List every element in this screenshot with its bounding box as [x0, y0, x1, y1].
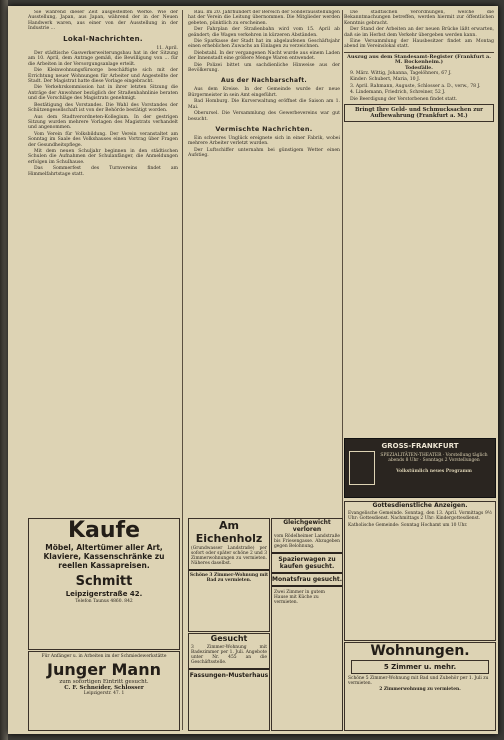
ad-address: Leipzigerstraße 42.: [65, 590, 143, 598]
ad-title: Am Eichenholz: [195, 519, 263, 545]
divider: [272, 585, 342, 587]
ad-footer: Katholische Gemeinde: Sonntag Hochamt um 10 Uhr.: [348, 523, 468, 528]
ad-wohnung-gesucht: [188, 633, 270, 731]
article-paragraph: Der Stand der Arbeiten an der neuen Brücke läßt erwarten, daß sie im Herbst dem Verkehr übergeben werden kann.: [344, 27, 494, 38]
column-divider: [182, 10, 183, 730]
register-entry: Die Beerdigung der Verstorbenen findet statt.: [350, 96, 458, 102]
theater-advertisement: [344, 438, 496, 498]
article-paragraph: Die städtischen Verordnungen, welche die Bekanntmachungen betreffen, werden hiermit zur öffentlichen Kenntnis gebracht.: [344, 10, 494, 26]
ad-gottesdienst: [344, 501, 496, 641]
divider: [344, 52, 494, 53]
divider: [272, 572, 342, 574]
register-entry: 9. März. Wittig, Johanna, Tagelöhners, 67 J.: [350, 71, 452, 77]
column-2: [188, 10, 340, 510]
register-title: Auszug aus dem Standesamt-Register (Frankfurt a. M. Bockenheim.): [346, 53, 492, 66]
article-paragraph: Rau. Im 20. Jahrhundert der Bereich der Sonderausstellungen hat der Verein die Leitung übernommen. Die Mitglieder werden gebeten, pünktlich zu erscheinen.: [188, 10, 340, 26]
ad-body: (Grundwasser Landstraße) per sofort oder später schöne 2 und 3 Zimmerwohnungen zu vermieten. Näheres daselbst.: [191, 546, 267, 566]
article-paragraph: Bestätigung des Vorstandes. Die Wahl des Vorstandes der Schützengesellschaft ist von der Behörde bestätigt worden.: [28, 102, 178, 114]
article-paragraph: Die Polizei bittet um sachdienliche Hinweise aus der Bevölkerung.: [188, 62, 340, 74]
ad-address: Leipzigerstr. 47. 1: [83, 691, 125, 696]
article-paragraph: Die Kleinwohnungsfürsorge beschäftigte sich mit der Errichtung neuer Wohnungen für Arbeiter und Angestellte der Stadt. Der Magistrat hatte diese Vorlage eingebracht.: [28, 68, 178, 85]
article-paragraph: Mit dem neuen Schuljahr beginnen in den städtischen Schulen die Aufnahmen der Schulanfänger, die Anmeldungen erfolgen im Schulhause.: [28, 148, 178, 165]
ad-title: Wohnungen.: [370, 643, 470, 659]
ad-monthly: Monatsfrau gesucht.: [272, 576, 343, 583]
article-paragraph: Vom Verein für Volksbildung. Der Verein veranstaltet am Sonntag im Saale des Volkshauses einen Vortrag über Fragen der Gesundheitspflege.: [28, 131, 178, 148]
ad-name: C. F. Schneider, Schlosser: [64, 685, 144, 691]
section-heading: Vermischte Nachrichten.: [215, 124, 313, 133]
ad-wanted: Spazierwagen zu kaufen gesucht.: [278, 556, 336, 570]
article-paragraph: Die Sparkasse der Stadt hat im abgelaufenen Geschäftsjahr einen erheblichen Zuwachs an Einlagen zu verzeichnen.: [188, 39, 340, 50]
ad-category: 5 Zimmer u. mehr.: [351, 660, 489, 674]
article-paragraph: Eine Versammlung der Hausbesitzer findet am Montag abend im Vereinslokal statt.: [344, 39, 494, 50]
register-entry: 4. Lindemann, Friedrich, Schreiner, 52 J.: [350, 90, 446, 96]
ad-body: Evangelische Gemeinde. Sonntag, den 13. April. Vormittags 9½ Uhr: Gottesdienst. Nachmittags 2 Uhr: Kindergottesdienst.: [348, 511, 492, 521]
ad-footer: Fassungen-Musterhaus: [189, 672, 269, 679]
intro-paragraph: Sie während dieser Zeit ausgestellten Werke. Wie der Ausstellung, Japan, aus Japan, während der in der Neuen Handwerk waren, aus einer von der Ausstellung in der Industrie ...: [28, 10, 178, 32]
ad-eichenholz: [188, 518, 270, 632]
article-paragraph: Ein schweres Unglück ereignete sich in einer Fabrik, wobei mehrere Arbeiter verletzt wurden.: [188, 135, 340, 147]
column-3: [344, 10, 494, 430]
book-gutter: [0, 0, 8, 740]
ad-last: Zwei Zimmer in gutem Hause mit Küche zu vermieten.: [274, 590, 325, 605]
banner-title: GROSS-FRANKFURT: [381, 442, 459, 450]
article-paragraph: Oberursel. Die Versammlung des Gewerbevereins war gut besucht.: [188, 111, 340, 122]
notice-box: Bringt Ihre Geld- und Schmucksachen zur Aufbewahrung (Frankfurt a. M.): [344, 104, 494, 122]
register-entry: 3. April. Rahmann, Auguste, Schlosser a. D., verw., 78 J.: [350, 83, 481, 89]
ad-title: Junger Mann: [47, 660, 161, 679]
column-1: [28, 10, 178, 510]
banner-subtitle: SPEZIALITÄTEN-THEATER · Vorstellung täglich abends 8 Uhr · Sonntags 2 Vorstellungen: [380, 453, 488, 463]
ad-wohnungen: [344, 642, 496, 731]
ad-title: Kaufe: [67, 518, 141, 543]
ad-title: Gesucht: [210, 634, 248, 643]
ad-body: Möbel, Altertümer aller Art, Klaviere, Kassenschränke zu reellen Kassapreisen.: [43, 543, 165, 570]
section-heading: Lokal-Nachrichten.: [63, 34, 143, 43]
ad-kaufe: [28, 518, 180, 650]
ad-verloren: [271, 518, 343, 731]
article-paragraph: Aus dem Stadtverordneten-Kollegium. In der gestrigen Sitzung wurden mehrere Vorlagen des Magistrats verhandelt und angenommen.: [28, 114, 178, 131]
ad-title: Gleichgewicht verloren: [283, 519, 331, 533]
article-paragraph: Aus dem Kreise. In der Gemeinde wurde der neue Bürgermeister in sein Amt eingeführt.: [188, 87, 340, 98]
dateline: 11. April.: [156, 45, 178, 51]
article-paragraph: Diebstahl. In der vergangenen Nacht wurde aus einem Laden der Innenstadt eine größere Menge Waren entwendet.: [188, 50, 340, 62]
ad-name: Schmitt: [75, 574, 133, 589]
article-paragraph: Die Verkehrskommission hat in ihrer letzten Sitzung die Anträge der Anwohner bezüglich der Straßenbahnlinie beraten und die Vorschläge des Magistrats genehmigt.: [28, 85, 178, 102]
ad-footer: 2 Zimmerwohnung zu vermieten.: [379, 687, 461, 692]
register-entry: Kinder: Schubert, Maria, 10 J.: [350, 77, 420, 83]
divider: [272, 552, 342, 554]
ad-title: Gottesdienstliche Anzeigen.: [372, 502, 468, 509]
article-paragraph: Der Luftschiffer unternahm bei günstigem Wetter einen Aufstieg.: [188, 147, 340, 159]
divider: [189, 668, 269, 670]
ad-phone: Telefon Taunus 4860. 842: [75, 599, 133, 604]
ad-body: Schöne 5 Zimmer-Wohnung mit Bad und Zubehör per 1. Juli zu vermieten.: [348, 676, 489, 686]
ad-junger-mann: [28, 651, 180, 731]
register-subtitle: Todesfälle.: [405, 65, 433, 71]
banner-footer: Volkstümlich neues Programm: [396, 469, 472, 474]
article-paragraph: Das Sommerfest des Turnvereins findet am Himmelfahrtstage statt.: [28, 166, 178, 177]
ad-body: vom Rödelheimer Landstraße bis Friesengasse. Abzugeben gegen Belohnung.: [274, 534, 340, 549]
theater-building-image: [349, 451, 375, 485]
section-heading: Aus der Nachbarschaft.: [221, 77, 307, 85]
ad-body: zum sofortigen Eintritt gesucht.: [59, 679, 149, 685]
newspaper-page: [8, 6, 498, 734]
ad-intro: Für Anfänger u. in Arbeiten im der Schmiedewerkstätte: [41, 654, 167, 659]
divider: [189, 569, 269, 571]
article-paragraph: Der städtische Gaswerkerweiterungsbau hat in der Sitzung am 10. April, dem Antrage gemäß, die Bewilligung von ... für die Arbeiten in der Versorgungsanlage erteilt.: [28, 51, 178, 67]
article-paragraph: Bad Homburg. Die Kurverwaltung eröffnet die Saison am 1. Mai.: [188, 99, 340, 110]
ad-body: 3 Zimmer-Wohnung mit Badezimmer per 1. Juli. Angebote unter Nr. 455 an die Geschäftsstelle.: [191, 645, 267, 665]
ad-footer: Schöne 3 Zimmer-Wohnung mit Bad zu vermieten.: [189, 573, 269, 583]
article-paragraph: Der Fahrplan der Straßenbahn wird vom 15. April ab geändert; die Wagen verkehren in kürzeren Abständen.: [188, 27, 340, 38]
